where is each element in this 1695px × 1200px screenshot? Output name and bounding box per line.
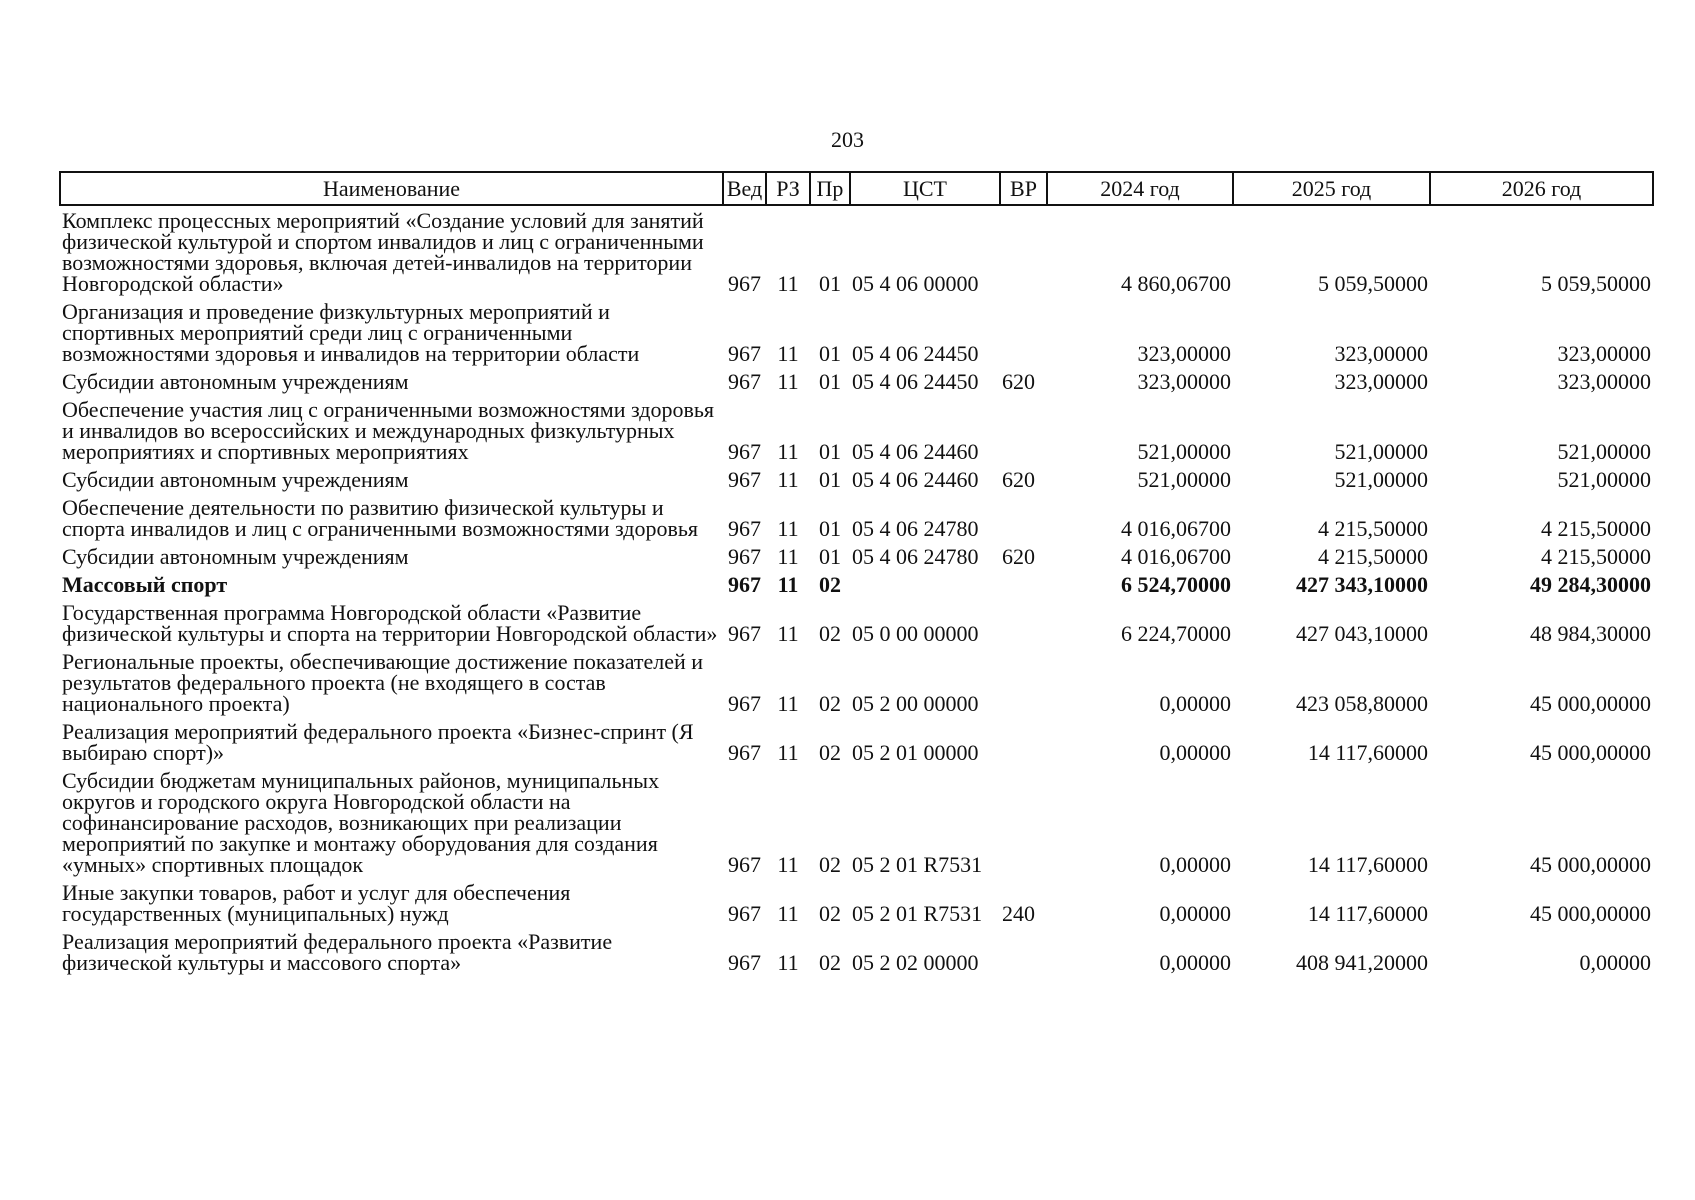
cell-name: Региональные проекты, обеспечивающие достижение показателей и результатов федерального проекта (не входящего в состав национального проекта) <box>62 649 704 716</box>
cell-2024: 521,00000 <box>1137 439 1231 464</box>
cell-vr <box>1000 766 1047 878</box>
table-header <box>60 172 1653 205</box>
cell-2025: 427 043,10000 <box>1296 621 1428 646</box>
cell-2025: 423 058,80000 <box>1296 691 1428 716</box>
cell-rz: 11 <box>777 341 799 366</box>
cell-2025: 521,00000 <box>1334 439 1428 464</box>
cell-name: Обеспечение участия лиц с ограниченными возможностями здоровья и инвалидов во всероссийских и международных физкультурных мероприятиях и спортивных мероприятиях <box>62 397 715 464</box>
cell-name: Реализация мероприятий федерального проекта «Бизнес-спринт (Я выбираю спорт)» <box>62 719 694 765</box>
cell-2024: 6 224,70000 <box>1121 621 1231 646</box>
cell-pr: 01 <box>819 341 841 366</box>
cell-2024: 0,00000 <box>1159 691 1231 716</box>
cell-pr: 01 <box>819 369 841 394</box>
cell-cst <box>850 570 1000 598</box>
header-2024: 2024 год <box>1047 172 1233 205</box>
table-row <box>60 205 1653 297</box>
cell-2026: 45 000,00000 <box>1530 901 1651 926</box>
cell-vr <box>1000 395 1047 465</box>
cell-cst: 05 4 06 24460 <box>852 467 979 492</box>
cell-name: Реализация мероприятий федерального проекта «Развитие физической культуры и массового спорта» <box>62 929 613 975</box>
cell-ved: 967 <box>728 691 761 716</box>
page-number: 203 <box>831 127 864 152</box>
budget-table <box>59 171 1654 976</box>
cell-pr: 02 <box>819 852 841 877</box>
cell-vr <box>1000 717 1047 766</box>
cell-2024: 6 524,70000 <box>1121 572 1231 597</box>
cell-ved: 967 <box>728 852 761 877</box>
cell-pr: 01 <box>819 467 841 492</box>
cell-ved: 967 <box>728 901 761 926</box>
table-row <box>60 570 1653 598</box>
cell-rz: 11 <box>777 544 799 569</box>
cell-cst: 05 4 06 24450 <box>852 341 979 366</box>
cell-2024: 4 860,06700 <box>1121 271 1231 296</box>
cell-vr: 240 <box>1002 901 1035 926</box>
cell-ved: 967 <box>728 439 761 464</box>
cell-cst: 05 4 06 24450 <box>852 369 979 394</box>
cell-2026: 4 215,50000 <box>1541 544 1651 569</box>
cell-vr <box>1000 297 1047 367</box>
cell-2025: 14 117,60000 <box>1307 740 1428 765</box>
cell-cst: 05 0 00 00000 <box>852 621 979 646</box>
cell-2025: 5 059,50000 <box>1318 271 1428 296</box>
cell-cst: 05 4 06 24780 <box>852 516 979 541</box>
cell-vr <box>1000 647 1047 717</box>
cell-rz: 11 <box>777 369 799 394</box>
table-row <box>60 367 1653 395</box>
cell-cst: 05 4 06 24780 <box>852 544 979 569</box>
cell-pr: 02 <box>819 691 841 716</box>
cell-cst: 05 2 02 00000 <box>852 950 979 975</box>
cell-2024: 0,00000 <box>1159 852 1231 877</box>
cell-2026: 4 215,50000 <box>1541 516 1651 541</box>
cell-rz: 11 <box>777 271 799 296</box>
cell-rz: 11 <box>777 621 799 646</box>
cell-2026: 45 000,00000 <box>1530 740 1651 765</box>
cell-rz: 11 <box>777 740 799 765</box>
cell-2025: 4 215,50000 <box>1318 544 1428 569</box>
cell-rz: 11 <box>777 901 799 926</box>
cell-2025: 14 117,60000 <box>1307 852 1428 877</box>
cell-rz: 11 <box>777 572 799 597</box>
cell-2025: 408 941,20000 <box>1296 950 1428 975</box>
cell-name: Субсидии бюджетам муниципальных районов, муниципальных округов и городского округа Новгородской области на софинансирование расходов, возникающих при реализации мероприятий по закупке и монтажу оборудования для создания «умных» спортивных площадок <box>62 768 660 877</box>
table-row <box>60 878 1653 927</box>
cell-cst: 05 2 01 R7531 <box>852 901 983 926</box>
cell-ved: 967 <box>728 950 761 975</box>
header-cst: ЦСТ <box>850 172 1000 205</box>
cell-rz: 11 <box>777 439 799 464</box>
cell-2026: 323,00000 <box>1557 341 1651 366</box>
cell-cst: 05 2 00 00000 <box>852 691 979 716</box>
cell-2026: 521,00000 <box>1557 439 1651 464</box>
cell-vr: 620 <box>1002 544 1035 569</box>
cell-rz: 11 <box>777 691 799 716</box>
cell-rz: 11 <box>777 852 799 877</box>
cell-2024: 323,00000 <box>1137 341 1231 366</box>
header-pr: Пр <box>810 172 850 205</box>
cell-pr: 01 <box>819 544 841 569</box>
header-2025: 2025 год <box>1233 172 1430 205</box>
cell-2026: 49 284,30000 <box>1530 572 1651 597</box>
cell-ved: 967 <box>728 544 761 569</box>
cell-pr: 01 <box>819 516 841 541</box>
cell-pr: 02 <box>819 621 841 646</box>
table-body <box>60 205 1653 976</box>
cell-2026: 521,00000 <box>1557 467 1651 492</box>
cell-name: Субсидии автономным учреждениям <box>62 369 409 394</box>
cell-name: Государственная программа Новгородской области «Развитие физической культуры и спорта на территории Новгородской области» <box>62 600 718 646</box>
cell-name: Массовый спорт <box>62 572 228 597</box>
cell-pr: 01 <box>819 271 841 296</box>
cell-ved: 967 <box>728 516 761 541</box>
header-name: Наименование <box>60 172 723 205</box>
table-row <box>60 493 1653 542</box>
table-row <box>60 717 1653 766</box>
cell-name: Субсидии автономным учреждениям <box>62 544 409 569</box>
table-row <box>60 542 1653 570</box>
cell-ved: 967 <box>728 740 761 765</box>
cell-pr: 02 <box>819 950 841 975</box>
cell-vr <box>1000 493 1047 542</box>
cell-cst: 05 2 01 00000 <box>852 740 979 765</box>
table-row <box>60 598 1653 647</box>
header-rz: РЗ <box>766 172 810 205</box>
cell-2024: 323,00000 <box>1137 369 1231 394</box>
cell-2025: 14 117,60000 <box>1307 901 1428 926</box>
cell-2026: 45 000,00000 <box>1530 852 1651 877</box>
table-row <box>60 766 1653 878</box>
cell-2024: 0,00000 <box>1159 740 1231 765</box>
cell-rz: 11 <box>777 516 799 541</box>
cell-cst: 05 4 06 24460 <box>852 439 979 464</box>
header-vr: ВР <box>1000 172 1047 205</box>
cell-name: Субсидии автономным учреждениям <box>62 467 409 492</box>
cell-2024: 521,00000 <box>1137 467 1231 492</box>
cell-rz: 11 <box>777 467 799 492</box>
cell-pr: 02 <box>819 901 841 926</box>
cell-2026: 48 984,30000 <box>1530 621 1651 646</box>
cell-2025: 4 215,50000 <box>1318 516 1428 541</box>
cell-ved: 967 <box>728 467 761 492</box>
cell-2024: 0,00000 <box>1159 901 1231 926</box>
cell-2025: 323,00000 <box>1334 341 1428 366</box>
cell-ved: 967 <box>728 341 761 366</box>
cell-ved: 967 <box>728 369 761 394</box>
cell-2026: 45 000,00000 <box>1530 691 1651 716</box>
cell-2025: 521,00000 <box>1334 467 1428 492</box>
cell-vr: 620 <box>1002 467 1035 492</box>
cell-2024: 4 016,06700 <box>1121 544 1231 569</box>
table-row <box>60 647 1653 717</box>
cell-ved: 967 <box>728 572 761 597</box>
cell-pr: 02 <box>819 740 841 765</box>
cell-vr <box>1000 205 1047 297</box>
cell-cst: 05 4 06 00000 <box>852 271 979 296</box>
cell-name: Комплекс процессных мероприятий «Создание условий для занятий физической культурой и спортом инвалидов и лиц с ограниченными возможностями здоровья, включая детей-инвалидов на территории Новгородской области» <box>62 208 704 296</box>
table-row <box>60 297 1653 367</box>
table-row <box>60 395 1653 465</box>
cell-rz: 11 <box>777 950 799 975</box>
cell-cst: 05 2 01 R7531 <box>852 852 983 877</box>
table-row <box>60 465 1653 493</box>
cell-2025: 427 343,10000 <box>1296 572 1428 597</box>
cell-2025: 323,00000 <box>1334 369 1428 394</box>
cell-ved: 967 <box>728 271 761 296</box>
cell-2026: 0,00000 <box>1579 950 1651 975</box>
cell-pr: 01 <box>819 439 841 464</box>
header-ved: Вед <box>723 172 766 205</box>
cell-name: Организация и проведение физкультурных мероприятий и спортивных мероприятий среди лиц с ограниченными возможностями здоровья и инвалидов на территории области <box>62 299 640 366</box>
table-row <box>60 927 1653 976</box>
cell-vr <box>1000 927 1047 976</box>
cell-name: Обеспечение деятельности по развитию физической культуры и спорта инвалидов и лиц с ограниченными возможностями здоровья <box>62 495 699 541</box>
cell-2024: 4 016,06700 <box>1121 516 1231 541</box>
cell-2026: 5 059,50000 <box>1541 271 1651 296</box>
cell-pr: 02 <box>819 572 841 597</box>
cell-name: Иные закупки товаров, работ и услуг для обеспечения государственных (муниципальных) нужд <box>62 880 571 926</box>
cell-2026: 323,00000 <box>1557 369 1651 394</box>
cell-vr <box>1000 598 1047 647</box>
cell-vr: 620 <box>1002 369 1035 394</box>
header-2026: 2026 год <box>1430 172 1653 205</box>
cell-vr <box>1000 570 1047 598</box>
cell-2024: 0,00000 <box>1159 950 1231 975</box>
cell-ved: 967 <box>728 621 761 646</box>
